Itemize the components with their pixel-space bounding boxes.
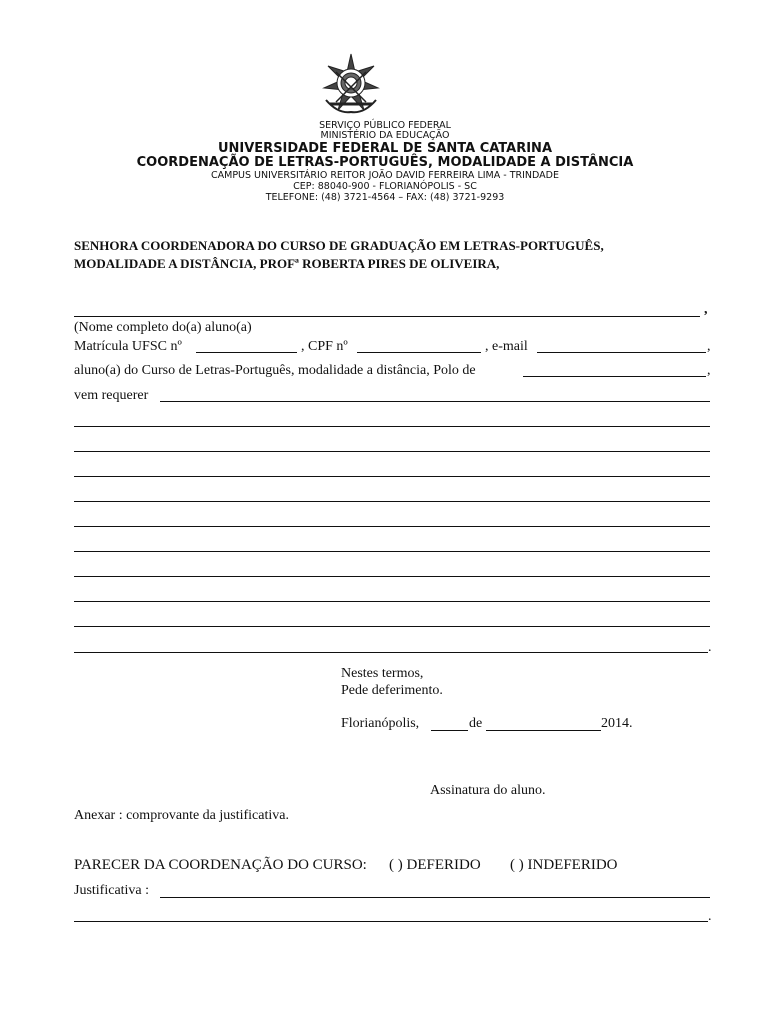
header-service: SERVIÇO PÚBLICO FEDERAL (319, 120, 451, 131)
justificativa-line-1[interactable] (160, 897, 710, 898)
request-period: . (708, 640, 712, 655)
annex-text: Anexar : comprovante da justificativa. (74, 808, 289, 823)
header-ministry: MINISTÉRIO DA EDUCAÇÃO (320, 130, 450, 141)
name-comma: , (704, 302, 708, 317)
justificativa-period: . (708, 909, 712, 924)
closing-line2: Pede deferimento. (341, 683, 443, 698)
email-comma: , (707, 339, 711, 354)
cpf-label: , CPF nº (301, 339, 348, 354)
addressee-line2: MODALIDADE A DISTÂNCIA, PROFª ROBERTA PIRES DE OLIVEIRA, (74, 256, 500, 271)
request-line-1[interactable] (160, 401, 710, 402)
de-label: de (469, 716, 483, 731)
request-line-7[interactable] (74, 551, 710, 552)
header-coordination: COORDENAÇÃO DE LETRAS-PORTUGUÊS, MODALIDADE A DISTÂNCIA (136, 155, 634, 170)
deferido-checkbox[interactable]: ( ) DEFERIDO (389, 857, 481, 873)
signature-label: Assinatura do aluno. (430, 783, 546, 798)
justificativa-label: Justificativa : (74, 883, 150, 898)
day-field[interactable] (431, 730, 468, 731)
header-campus: CAMPUS UNIVERSITÁRIO REITOR JOÃO DAVID FERREIRA LIMA - TRINDADE (211, 170, 559, 181)
request-line-3[interactable] (74, 451, 710, 452)
matricula-field[interactable] (196, 352, 297, 353)
request-line-9[interactable] (74, 601, 710, 602)
header-cep: CEP: 88040-900 - FLORIANÓPOLIS - SC (293, 181, 477, 192)
request-line-10[interactable] (74, 626, 710, 627)
request-line-11[interactable] (74, 652, 708, 653)
name-caption: (Nome completo do(a) aluno(a) (74, 320, 252, 335)
polo-comma: , (707, 363, 711, 378)
polo-field[interactable] (523, 376, 706, 377)
cpf-field[interactable] (357, 352, 481, 353)
request-line-2[interactable] (74, 426, 710, 427)
place-label: Florianópolis, (341, 716, 420, 731)
email-field[interactable] (537, 352, 706, 353)
header-university: UNIVERSIDADE FEDERAL DE SANTA CATARINA (217, 141, 553, 156)
name-field[interactable] (74, 316, 700, 317)
header-phone: TELEFONE: (48) 3721-4564 – FAX: (48) 3721-9293 (265, 192, 505, 203)
requerer-label: vem requerer (74, 388, 149, 403)
addressee-line1: SENHORA COORDENADORA DO CURSO DE GRADUAÇÃO EM LETRAS-PORTUGUÊS, (74, 238, 604, 253)
opinion-label: PARECER DA COORDENAÇÃO DO CURSO: (74, 857, 367, 873)
month-field[interactable] (486, 730, 601, 731)
request-line-6[interactable] (74, 526, 710, 527)
request-line-5[interactable] (74, 501, 710, 502)
justificativa-line-2[interactable] (74, 921, 708, 922)
email-label: , e-mail (485, 339, 528, 354)
closing-line1: Nestes termos, (341, 666, 424, 681)
year-label: 2014. (601, 716, 633, 731)
matricula-label: Matrícula UFSC nº (74, 339, 182, 354)
request-line-8[interactable] (74, 576, 710, 577)
addressee (74, 237, 714, 273)
indeferido-checkbox[interactable]: ( ) INDEFERIDO (510, 857, 618, 873)
course-text: aluno(a) do Curso de Letras-Português, modalidade a distância, Polo de (74, 363, 476, 378)
request-line-4[interactable] (74, 476, 710, 477)
brazil-coat-of-arms-icon (318, 52, 384, 118)
